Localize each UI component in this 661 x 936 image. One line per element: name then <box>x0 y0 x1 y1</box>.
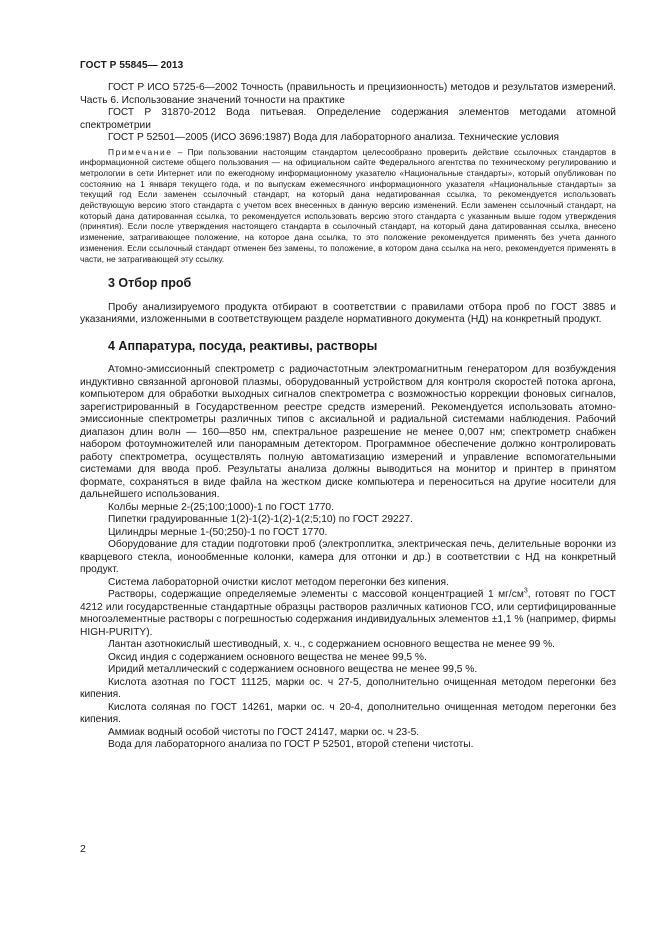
section-heading: 4 Аппаратура, посуда, реактивы, растворы <box>108 338 378 353</box>
section-paragraph: Оксид индия с содержанием основного вещества не менее 99,5 %. <box>108 651 427 663</box>
section-paragraph: Колбы мерные 2-(25;100;1000)-1 по ГОСТ 1770. <box>108 501 334 513</box>
section-paragraph <box>80 589 616 639</box>
note-lead: Примечание <box>108 146 173 157</box>
section-paragraph: Пробу анализируемого продукта отбирают в соответствии с правилами отбора проб по ГОСТ 3885 и указаниями, изложенными в соответствующем разделе нормативного документа (НД) на конкретный продукт. <box>80 301 616 326</box>
text-run: , готовят по ГОСТ 4212 или государственные стандартные образцы растворов различных катионов ГСО, или сертифицированные многоэлементные растворы с погрешностью содержания индивидуальных элементов ±1,1 % (например, фирмы HIGH-PURITY). <box>80 589 616 638</box>
section-paragraph: Вода для лабораторного анализа по ГОСТ Р 52501, второй степени чистоты. <box>108 739 474 751</box>
page-number: 2 <box>80 843 86 855</box>
section-paragraph: Кислота соляная по ГОСТ 14261, марки ос. ч 20-4, дополнительно очищенная методом перегонки без кипения. <box>80 701 616 726</box>
section-paragraph: Атомно-эмиссионный спектрометр с радиочастотным электромагнитным генератором для возбуждения индуктивно связанной аргоновой плазмы, оборудованный устройством для контроля скоростей потока аргона, компьютером для обработки выходных сигналов спектрометра с возможностью коррекции фоновых сигналов, зарегистрированный в Государственном реестре средств измерений. Рекомендуется использовать атомно-эмиссионные спектрометры различных типов с аксиальной и радиальной системами наблюдения. Рабочий диапазон длин волн — 160—850 нм, спектральное разрешение не менее 0,007 нм; спектрометр снабжен набором фотоумножителей или панорамным детектором. Программное обеспечение должно контролировать работу спектрометра, осуществлять полную автоматизацию измерений и управление вспомогательными системами для ввода проб. Результаты анализа должны выводиться на монитор и принтер в принятом формате, сохраняться в виде файла на жестком диске компьютера и переноситься на другие носители для дальнейшего использования. <box>80 364 616 501</box>
section-paragraph: Кислота азотная по ГОСТ 11125, марки ос. ч 27-5, дополнительно очищенная методом перегонки без кипения. <box>80 676 616 701</box>
section-paragraph: Система лабораторной очистки кислот методом перегонки без кипения. <box>108 576 449 588</box>
superscript: 3 <box>523 587 528 595</box>
section-heading: 3 Отбор проб <box>108 276 192 291</box>
section-paragraph: Аммиак водный особой чистоты по ГОСТ 24147, марки ос. ч 23-5. <box>108 726 420 738</box>
section-paragraph: Пипетки градуированные 1(2)-1(2)-1(2)-1(2;5;10) по ГОСТ 29227. <box>108 514 413 526</box>
reference-item: ГОСТ Р ИСО 5725-6—2002 Точность (правильность и прецизионность) методов и результатов измерений. Часть 6. Использование значений точности на практике <box>80 82 616 106</box>
document-body <box>80 82 616 752</box>
reference-item: ГОСТ Р 52501—2005 (ИСО 3696:1987) Вода для лабораторного анализа. Технические условия <box>108 132 560 143</box>
reference-item: ГОСТ Р 31870-2012 Вода питьевая. Определение содержания элементов методами атомной спектрометрии <box>80 107 616 131</box>
text-run: Растворы, содержащие определяемые элементы с массовой концентрацией 1 мг/см <box>108 589 524 601</box>
section-paragraph: Цилиндры мерные 1-(50;250)-1 по ГОСТ 1770. <box>108 526 328 538</box>
note-paragraph <box>80 147 616 265</box>
note-text: – При пользовании настоящим стандартом целесообразно проверить действие ссылочных стандартов в информационной системе общего пользования — на официальном сайте Федерального агентства по техническому регулированию и метрологии в сети Интернет или по ежегодному информационному указателю «Национальные стандарты», который опубликован по состоянию на 1 января текущего года, и по выпускам ежемесячного информационного указателя «Национальные стандарты» за текущий год Если заменен ссылочный стандарт, на который дана недатированная ссылка, то рекомендуется использовать действующую версию этого стандарта с учетом всех внесенных в данную версию изменений. Если заменен ссылочный стандарт, на который дана датированная ссылка, то рекомендуется использовать версию этого стандарта с указанным выше годом утверждения (принятия). Если после утверждения настоящего стандарта в ссылочный стандарт, на который дана датированная ссылка, внесено изменение, затрагивающее положение, на которое дана ссылка, то это положение рекомендуется применять без учета данного изменения. Если ссылочный стандарт отменен без замены, то положение, в котором дана ссылка на него, рекомендуется применять в части, не затрагивающей эту ссылку. <box>80 146 616 264</box>
section-paragraph: Иридий металлический с содержанием основного вещества не менее 99,5 %. <box>108 664 478 676</box>
section-paragraph: Оборудование для стадии подготовки проб (электроплитка, электрическая печь, делительные воронки из кварцевого стекла, ионообменные колонки, камера для отгонки и др.) в соответствии с НД на конкретный продукт. <box>80 539 616 576</box>
section-paragraph: Лантан азотнокислый шестиводный, х. ч., с содержанием основного вещества не менее 99 %. <box>108 639 555 651</box>
document-header: ГОСТ Р 55845— 2013 <box>80 60 184 71</box>
